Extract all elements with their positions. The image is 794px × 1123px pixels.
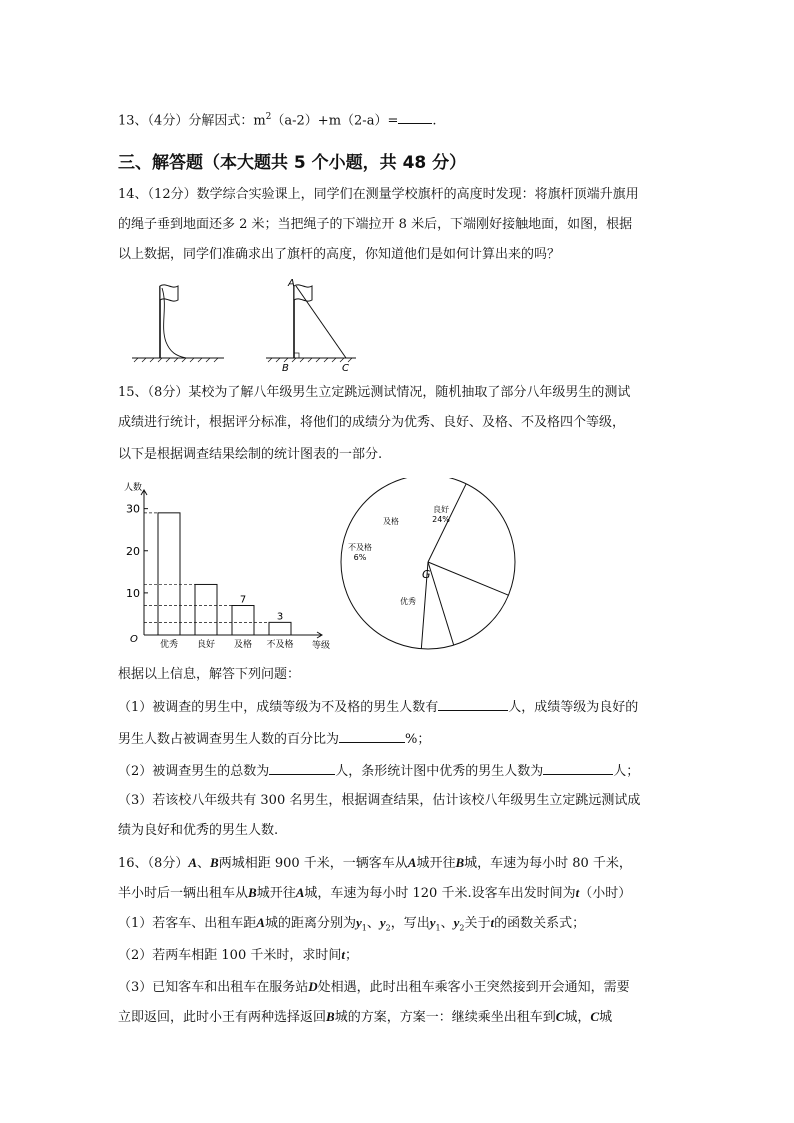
bar-chart-xlabel: 等级 bbox=[312, 641, 331, 651]
q16-sep: 、 bbox=[440, 916, 454, 931]
q15-part3-line1: （3）若该校八年级共有 300 名男生，根据调查结果，估计该校八年级男生立定跳远测试成 bbox=[118, 793, 641, 808]
q14-line3: 以上数据，同学们准确求出了旗杆的高度，你知道他们是如何计算出来的吗？ bbox=[118, 247, 561, 262]
q16-p2b: ； bbox=[344, 948, 358, 963]
var-b: B bbox=[326, 1009, 335, 1024]
y-tick-label: 30 bbox=[126, 502, 140, 516]
answer-blank[interactable] bbox=[438, 696, 508, 711]
q16-l2a: 半小时后一辆出租车从 bbox=[118, 886, 249, 901]
flagpole-figure-2 bbox=[266, 278, 356, 374]
var-t: t bbox=[341, 947, 345, 962]
q16-l2b: 城开往 bbox=[256, 886, 296, 901]
q16-l1c: 城，车速为每小时 80 千米， bbox=[464, 856, 632, 871]
q13-expr: （a-2）+m（2-a）= bbox=[271, 113, 399, 129]
var-b: B bbox=[455, 855, 465, 870]
pie-slice-pct: 24% bbox=[432, 515, 450, 524]
q15-line3: 以下是根据调查结果绘制的统计图表的一部分. bbox=[118, 447, 383, 462]
pie-slice-label: 不及格 bbox=[348, 543, 372, 552]
var-a: A bbox=[256, 915, 265, 930]
var-y: y bbox=[355, 915, 362, 930]
pie-slice-label: 良好 bbox=[433, 505, 449, 514]
q16-l1b: 城开往 bbox=[416, 856, 456, 871]
q16-p4b: 城的方案，方案一：继续乘坐出租车到 bbox=[334, 1010, 556, 1025]
q14-line1: 14、（12分）数学综合实验课上，同学们在测量学校旗杆的高度时发现：将旗杆顶端升旗用 bbox=[118, 187, 639, 202]
question-13 bbox=[118, 108, 678, 130]
q16-p4d: 城 bbox=[599, 1010, 613, 1025]
pie-slice-pct: 6% bbox=[353, 553, 367, 562]
q16-p3: （3）已知客车和出租车在服务站 bbox=[118, 980, 309, 995]
answer-blank[interactable] bbox=[339, 728, 405, 743]
q16-p1c: ，写出 bbox=[390, 916, 430, 931]
bar bbox=[158, 513, 180, 635]
q15-part1-line2 bbox=[118, 728, 678, 749]
q15-p1c: 男生人数占被调查男生人数的百分比为 bbox=[118, 732, 340, 747]
q16-number: 16、（8分） bbox=[118, 856, 189, 871]
pie-center-label: G bbox=[422, 568, 431, 581]
q16-line2 bbox=[118, 884, 678, 903]
q16-part1 bbox=[118, 914, 678, 938]
q16-p2: （2）若两车相距 100 千米时，求时间 bbox=[118, 948, 342, 963]
q15-part1-line1 bbox=[118, 696, 678, 717]
var-b: B bbox=[248, 885, 257, 900]
bar-value-label: 3 bbox=[276, 611, 284, 623]
label-a: A bbox=[288, 278, 295, 289]
var-d: D bbox=[308, 979, 318, 994]
q16-line1 bbox=[118, 854, 678, 873]
q15-intro: 根据以上信息，解答下列问题： bbox=[118, 667, 301, 682]
var-t: t bbox=[490, 915, 495, 930]
label-b: B bbox=[282, 363, 289, 374]
flagpole-figure-1 bbox=[132, 285, 224, 362]
bar-chart-ylabel: 人数 bbox=[124, 483, 143, 493]
q16-l2c: 城，车速为每小时 120 千米.设客车出发时间为 bbox=[304, 886, 576, 901]
q15-p2b: 人，条形统计图中优秀的男生人数为 bbox=[335, 764, 544, 779]
q16-part3 bbox=[118, 978, 678, 997]
var-y: y bbox=[379, 915, 386, 930]
var-a: A bbox=[407, 855, 417, 870]
q16-sep: 、 bbox=[366, 916, 380, 931]
q16-l1: 两城相距 900 千米，一辆客车从 bbox=[218, 856, 408, 871]
q14-line2: 的绳子垂到地面还多 2 米；当把绳子的下端拉开 8 米后，下端刚好接触地面，如图，根据 bbox=[118, 217, 633, 232]
q15-p2c: 人； bbox=[613, 764, 640, 779]
var-c: C bbox=[590, 1009, 600, 1024]
q16-p1: （1）若客车、出租车距 bbox=[118, 916, 257, 931]
pie-slice-label: 优秀 bbox=[400, 597, 416, 606]
q16-part3-cont bbox=[118, 1008, 678, 1027]
q13-text: 分解因式：m bbox=[188, 113, 266, 129]
bar-value-label: 7 bbox=[239, 594, 247, 606]
sub-2: 2 bbox=[385, 923, 391, 933]
sub-2: 2 bbox=[459, 923, 465, 933]
bar bbox=[269, 622, 291, 635]
q16-part2 bbox=[118, 946, 678, 965]
q16-sep: 、 bbox=[197, 856, 211, 871]
answer-blank[interactable] bbox=[269, 760, 335, 775]
q13-number: 13、（4分） bbox=[118, 113, 189, 129]
q15-line1: 15、（8分）某校为了解八年级男生立定跳远测试情况，随机抽取了部分八年级男生的测试 bbox=[118, 385, 631, 400]
y-tick-label: 10 bbox=[126, 586, 140, 600]
answer-blank[interactable] bbox=[543, 760, 613, 775]
var-y: y bbox=[453, 915, 460, 930]
q15-p1a: （1）被调查的男生中，成绩等级为不及格的男生人数有 bbox=[118, 700, 439, 715]
bar-chart bbox=[112, 476, 352, 652]
q16-p3b: 处相遇，此时出租车乘客小王突然接到开会通知，需要 bbox=[317, 980, 630, 995]
q15-line2: 成绩进行统计，根据评分标准，将他们的成绩分为优秀、良好、及格、不及格四个等级， bbox=[118, 415, 626, 430]
q16-p4c: 城， bbox=[564, 1010, 591, 1025]
q15-p1d: %； bbox=[405, 732, 431, 747]
q16-p1b: 城的距离分别为 bbox=[264, 916, 356, 931]
x-tick-label: 良好 bbox=[196, 640, 216, 650]
q16-p1d: 关于 bbox=[464, 916, 491, 931]
bar bbox=[195, 584, 217, 635]
x-tick-label: 及格 bbox=[233, 640, 253, 650]
section-heading: 三、解答题（本大题共 5 个小题，共 48 分） bbox=[118, 153, 467, 173]
q15-p2a: （2）被调查男生的总数为 bbox=[118, 764, 270, 779]
q16-p4: 立即返回，此时小王有两种选择返回 bbox=[118, 1010, 327, 1025]
label-c: C bbox=[342, 363, 349, 374]
flagpole-figures bbox=[120, 276, 360, 376]
q16-l2d: （小时） bbox=[579, 886, 632, 901]
var-t: t bbox=[575, 885, 580, 900]
q15-part3-line2: 绩为良好和优秀的男生人数. bbox=[118, 823, 279, 838]
sub-1: 1 bbox=[361, 923, 367, 933]
pie-chart bbox=[336, 478, 522, 658]
q15-part2 bbox=[118, 760, 678, 781]
var-a: A bbox=[188, 855, 197, 870]
var-a: A bbox=[295, 885, 305, 900]
x-tick-label: 优秀 bbox=[159, 640, 179, 650]
q16-p1e: 的函数关系式； bbox=[494, 916, 586, 931]
var-c: C bbox=[555, 1009, 565, 1024]
pie-slice-label: 及格 bbox=[383, 517, 399, 526]
bar bbox=[232, 606, 254, 635]
var-y: y bbox=[429, 915, 436, 930]
sub-1: 1 bbox=[435, 923, 441, 933]
answer-blank[interactable] bbox=[398, 109, 432, 124]
bar-chart-origin: O bbox=[130, 634, 138, 645]
y-tick-label: 20 bbox=[126, 544, 140, 558]
q13-end: . bbox=[432, 113, 437, 129]
var-b: B bbox=[210, 855, 219, 870]
q13-sup: 2 bbox=[265, 112, 272, 122]
x-tick-label: 不及格 bbox=[266, 640, 294, 650]
q15-p1b: 人，成绩等级为良好的 bbox=[508, 700, 639, 715]
